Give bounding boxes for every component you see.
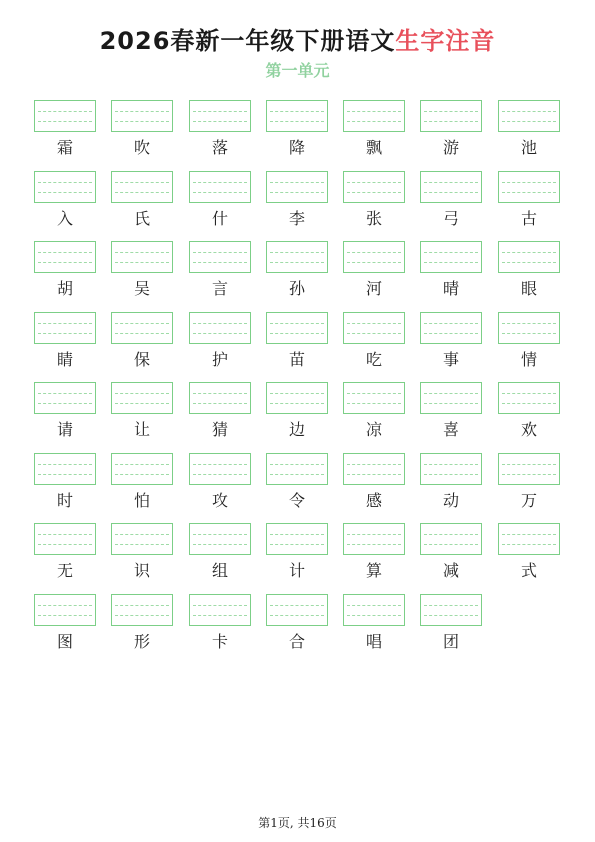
hanzi-character: 形 xyxy=(133,632,150,651)
dashed-guide-line xyxy=(424,403,478,404)
pinyin-writing-box[interactable] xyxy=(266,382,328,414)
pinyin-writing-box[interactable] xyxy=(189,171,251,203)
dashed-guide-line xyxy=(193,262,247,263)
dashed-guide-line xyxy=(270,111,324,112)
dashed-guide-line xyxy=(115,474,169,475)
dashed-guide-line xyxy=(193,534,247,535)
pinyin-writing-box[interactable] xyxy=(34,100,96,132)
pinyin-writing-box[interactable] xyxy=(34,171,96,203)
pinyin-writing-box[interactable] xyxy=(343,523,405,555)
pinyin-writing-box[interactable] xyxy=(420,594,482,626)
pinyin-writing-box[interactable] xyxy=(111,100,173,132)
dashed-guide-line xyxy=(424,534,478,535)
dashed-guide-line xyxy=(424,111,478,112)
dashed-guide-line xyxy=(347,192,401,193)
hanzi-character: 飘 xyxy=(365,138,382,157)
dashed-guide-line xyxy=(424,333,478,334)
dashed-guide-line xyxy=(115,544,169,545)
pinyin-writing-box[interactable] xyxy=(34,594,96,626)
dashed-guide-line xyxy=(270,605,324,606)
dashed-guide-line xyxy=(115,393,169,394)
pinyin-writing-box[interactable] xyxy=(498,100,560,132)
dashed-guide-line xyxy=(193,474,247,475)
dashed-guide-line xyxy=(193,615,247,616)
pinyin-writing-box[interactable] xyxy=(189,100,251,132)
dashed-guide-line xyxy=(193,393,247,394)
hanzi-character: 卡 xyxy=(211,632,228,651)
dashed-guide-line xyxy=(193,323,247,324)
dashed-guide-line xyxy=(347,323,401,324)
dashed-guide-line xyxy=(424,323,478,324)
pinyin-writing-box[interactable] xyxy=(343,171,405,203)
dashed-guide-line xyxy=(115,182,169,183)
dashed-guide-line xyxy=(270,544,324,545)
dashed-guide-line xyxy=(38,464,92,465)
dashed-guide-line xyxy=(270,615,324,616)
hanzi-character: 团 xyxy=(442,632,459,651)
dashed-guide-line xyxy=(502,544,556,545)
dashed-guide-line xyxy=(347,182,401,183)
dashed-guide-line xyxy=(502,121,556,122)
hanzi-character: 计 xyxy=(288,561,305,580)
dashed-guide-line xyxy=(38,534,92,535)
pinyin-writing-box[interactable] xyxy=(34,241,96,273)
pinyin-writing-box[interactable] xyxy=(266,312,328,344)
dashed-guide-line xyxy=(115,111,169,112)
dashed-guide-line xyxy=(193,252,247,253)
pinyin-writing-box[interactable] xyxy=(420,523,482,555)
hanzi-character: 时 xyxy=(56,491,73,510)
dashed-guide-line xyxy=(424,464,478,465)
hanzi-character: 苗 xyxy=(288,350,305,369)
hanzi-character: 减 xyxy=(442,561,459,580)
hanzi-character: 请 xyxy=(56,420,73,439)
hanzi-character: 弓 xyxy=(442,209,459,228)
pinyin-writing-box[interactable] xyxy=(498,312,560,344)
character-row xyxy=(0,523,595,589)
dashed-guide-line xyxy=(502,252,556,253)
dashed-guide-line xyxy=(38,474,92,475)
hanzi-character: 晴 xyxy=(442,279,459,298)
pinyin-writing-box[interactable] xyxy=(343,382,405,414)
dashed-guide-line xyxy=(347,474,401,475)
pinyin-writing-box[interactable] xyxy=(34,523,96,555)
hanzi-character: 喜 xyxy=(442,420,459,439)
hanzi-character: 护 xyxy=(211,350,228,369)
dashed-guide-line xyxy=(424,182,478,183)
dashed-guide-line xyxy=(347,534,401,535)
dashed-guide-line xyxy=(115,323,169,324)
pinyin-writing-box[interactable] xyxy=(420,100,482,132)
dashed-guide-line xyxy=(347,464,401,465)
pinyin-writing-box[interactable] xyxy=(420,171,482,203)
hanzi-character: 万 xyxy=(520,491,537,510)
dashed-guide-line xyxy=(347,121,401,122)
pinyin-writing-box[interactable] xyxy=(111,241,173,273)
pinyin-writing-box[interactable] xyxy=(189,312,251,344)
dashed-guide-line xyxy=(424,615,478,616)
dashed-guide-line xyxy=(38,252,92,253)
hanzi-character: 霜 xyxy=(56,138,73,157)
dashed-guide-line xyxy=(424,252,478,253)
hanzi-character: 睛 xyxy=(56,350,73,369)
dashed-guide-line xyxy=(193,544,247,545)
hanzi-character: 吴 xyxy=(133,279,150,298)
dashed-guide-line xyxy=(38,615,92,616)
dashed-guide-line xyxy=(424,192,478,193)
dashed-guide-line xyxy=(115,252,169,253)
dashed-guide-line xyxy=(38,393,92,394)
character-row xyxy=(0,171,595,237)
pinyin-writing-box[interactable] xyxy=(111,453,173,485)
hanzi-character: 组 xyxy=(211,561,228,580)
dashed-guide-line xyxy=(502,464,556,465)
pinyin-writing-box[interactable] xyxy=(111,523,173,555)
pinyin-writing-box[interactable] xyxy=(420,241,482,273)
pinyin-writing-box[interactable] xyxy=(266,453,328,485)
dashed-guide-line xyxy=(424,474,478,475)
dashed-guide-line xyxy=(193,605,247,606)
pinyin-writing-box[interactable] xyxy=(189,453,251,485)
character-row xyxy=(0,382,595,448)
pinyin-writing-box[interactable] xyxy=(189,594,251,626)
dashed-guide-line xyxy=(347,111,401,112)
dashed-guide-line xyxy=(38,111,92,112)
dashed-guide-line xyxy=(38,544,92,545)
dashed-guide-line xyxy=(347,333,401,334)
character-row xyxy=(0,241,595,307)
hanzi-character: 算 xyxy=(365,561,382,580)
dashed-guide-line xyxy=(115,333,169,334)
pinyin-writing-box[interactable] xyxy=(420,312,482,344)
dashed-guide-line xyxy=(193,121,247,122)
pinyin-writing-box[interactable] xyxy=(498,382,560,414)
hanzi-character: 感 xyxy=(365,491,382,510)
dashed-guide-line xyxy=(347,544,401,545)
pinyin-writing-box[interactable] xyxy=(343,312,405,344)
dashed-guide-line xyxy=(38,323,92,324)
dashed-guide-line xyxy=(424,121,478,122)
hanzi-character: 言 xyxy=(211,279,228,298)
dashed-guide-line xyxy=(38,262,92,263)
hanzi-character: 氏 xyxy=(133,209,150,228)
pinyin-writing-box[interactable] xyxy=(498,453,560,485)
dashed-guide-line xyxy=(347,252,401,253)
dashed-guide-line xyxy=(502,474,556,475)
pinyin-writing-box[interactable] xyxy=(111,171,173,203)
dashed-guide-line xyxy=(115,605,169,606)
dashed-guide-line xyxy=(347,403,401,404)
dashed-guide-line xyxy=(270,474,324,475)
hanzi-character: 令 xyxy=(288,491,305,510)
pinyin-writing-box[interactable] xyxy=(266,171,328,203)
hanzi-character: 眼 xyxy=(520,279,537,298)
dashed-guide-line xyxy=(115,192,169,193)
hanzi-character: 什 xyxy=(211,209,228,228)
dashed-guide-line xyxy=(270,121,324,122)
title-highlight: 生字注音 xyxy=(395,27,496,55)
pinyin-writing-box[interactable] xyxy=(498,171,560,203)
dashed-guide-line xyxy=(270,403,324,404)
hanzi-character: 怕 xyxy=(133,491,150,510)
dashed-guide-line xyxy=(38,182,92,183)
dashed-guide-line xyxy=(115,464,169,465)
pinyin-writing-box[interactable] xyxy=(266,100,328,132)
character-row xyxy=(0,453,595,519)
dashed-guide-line xyxy=(115,615,169,616)
dashed-guide-line xyxy=(347,262,401,263)
dashed-guide-line xyxy=(502,182,556,183)
dashed-guide-line xyxy=(502,192,556,193)
dashed-guide-line xyxy=(115,403,169,404)
hanzi-character: 池 xyxy=(520,138,537,157)
hanzi-character: 情 xyxy=(520,350,537,369)
dashed-guide-line xyxy=(193,403,247,404)
pinyin-writing-box[interactable] xyxy=(111,312,173,344)
hanzi-character: 唱 xyxy=(365,632,382,651)
dashed-guide-line xyxy=(193,111,247,112)
character-row xyxy=(0,594,595,660)
pinyin-writing-box[interactable] xyxy=(266,594,328,626)
hanzi-character: 边 xyxy=(288,420,305,439)
pinyin-writing-box[interactable] xyxy=(420,382,482,414)
dashed-guide-line xyxy=(347,615,401,616)
pinyin-writing-box[interactable] xyxy=(343,453,405,485)
dashed-guide-line xyxy=(270,182,324,183)
hanzi-character: 李 xyxy=(288,209,305,228)
dashed-guide-line xyxy=(193,333,247,334)
hanzi-character: 吹 xyxy=(133,138,150,157)
pinyin-writing-box[interactable] xyxy=(111,594,173,626)
dashed-guide-line xyxy=(270,393,324,394)
dashed-guide-line xyxy=(193,192,247,193)
dashed-guide-line xyxy=(38,192,92,193)
pinyin-writing-box[interactable] xyxy=(343,100,405,132)
hanzi-character: 孙 xyxy=(288,279,305,298)
pinyin-writing-box[interactable] xyxy=(343,241,405,273)
dashed-guide-line xyxy=(502,262,556,263)
hanzi-character: 吃 xyxy=(365,350,382,369)
dashed-guide-line xyxy=(502,323,556,324)
hanzi-character: 凉 xyxy=(365,420,382,439)
pinyin-writing-box[interactable] xyxy=(34,312,96,344)
hanzi-character: 游 xyxy=(442,138,459,157)
character-row xyxy=(0,100,595,166)
dashed-guide-line xyxy=(38,605,92,606)
dashed-guide-line xyxy=(424,544,478,545)
dashed-guide-line xyxy=(270,464,324,465)
dashed-guide-line xyxy=(270,262,324,263)
dashed-guide-line xyxy=(502,333,556,334)
dashed-guide-line xyxy=(502,534,556,535)
unit-subtitle: 第一单元 xyxy=(265,61,330,80)
dashed-guide-line xyxy=(424,393,478,394)
page-footer: 第1页, 共16页 xyxy=(258,816,337,830)
hanzi-character: 猜 xyxy=(211,420,228,439)
dashed-guide-line xyxy=(193,464,247,465)
dashed-guide-line xyxy=(38,403,92,404)
dashed-guide-line xyxy=(38,121,92,122)
dashed-guide-line xyxy=(424,262,478,263)
dashed-guide-line xyxy=(270,534,324,535)
dashed-guide-line xyxy=(115,262,169,263)
dashed-guide-line xyxy=(270,252,324,253)
hanzi-character: 式 xyxy=(520,561,537,580)
hanzi-character: 攻 xyxy=(211,491,228,510)
pinyin-writing-box[interactable] xyxy=(343,594,405,626)
dashed-guide-line xyxy=(502,403,556,404)
dashed-guide-line xyxy=(270,323,324,324)
title-main: 2026春新一年级下册语文 xyxy=(99,27,396,55)
hanzi-character: 欢 xyxy=(520,420,537,439)
hanzi-character: 张 xyxy=(365,209,382,228)
pinyin-writing-box[interactable] xyxy=(189,523,251,555)
dashed-guide-line xyxy=(270,333,324,334)
hanzi-character: 无 xyxy=(56,561,73,580)
hanzi-character: 古 xyxy=(520,209,537,228)
dashed-guide-line xyxy=(270,192,324,193)
hanzi-character: 合 xyxy=(288,632,305,651)
hanzi-character: 保 xyxy=(133,350,150,369)
dashed-guide-line xyxy=(38,333,92,334)
hanzi-character: 胡 xyxy=(56,279,73,298)
pinyin-writing-box[interactable] xyxy=(266,523,328,555)
dashed-guide-line xyxy=(347,393,401,394)
pinyin-writing-box[interactable] xyxy=(111,382,173,414)
character-row xyxy=(0,312,595,378)
hanzi-character: 落 xyxy=(211,138,228,157)
pinyin-writing-box[interactable] xyxy=(189,382,251,414)
pinyin-writing-box[interactable] xyxy=(189,241,251,273)
dashed-guide-line xyxy=(502,393,556,394)
pinyin-writing-box[interactable] xyxy=(34,453,96,485)
hanzi-character: 图 xyxy=(56,632,73,651)
hanzi-character: 动 xyxy=(442,491,459,510)
hanzi-character: 入 xyxy=(56,209,73,228)
pinyin-writing-box[interactable] xyxy=(266,241,328,273)
pinyin-writing-box[interactable] xyxy=(420,453,482,485)
dashed-guide-line xyxy=(502,111,556,112)
dashed-guide-line xyxy=(193,182,247,183)
pinyin-writing-box[interactable] xyxy=(34,382,96,414)
dashed-guide-line xyxy=(424,605,478,606)
dashed-guide-line xyxy=(347,605,401,606)
pinyin-writing-box[interactable] xyxy=(498,523,560,555)
dashed-guide-line xyxy=(115,534,169,535)
hanzi-character: 识 xyxy=(133,561,150,580)
hanzi-character: 事 xyxy=(442,350,459,369)
hanzi-character: 让 xyxy=(133,420,150,439)
hanzi-character: 降 xyxy=(288,138,305,157)
hanzi-character: 河 xyxy=(365,279,382,298)
page-title xyxy=(0,24,595,58)
dashed-guide-line xyxy=(115,121,169,122)
pinyin-writing-box[interactable] xyxy=(498,241,560,273)
